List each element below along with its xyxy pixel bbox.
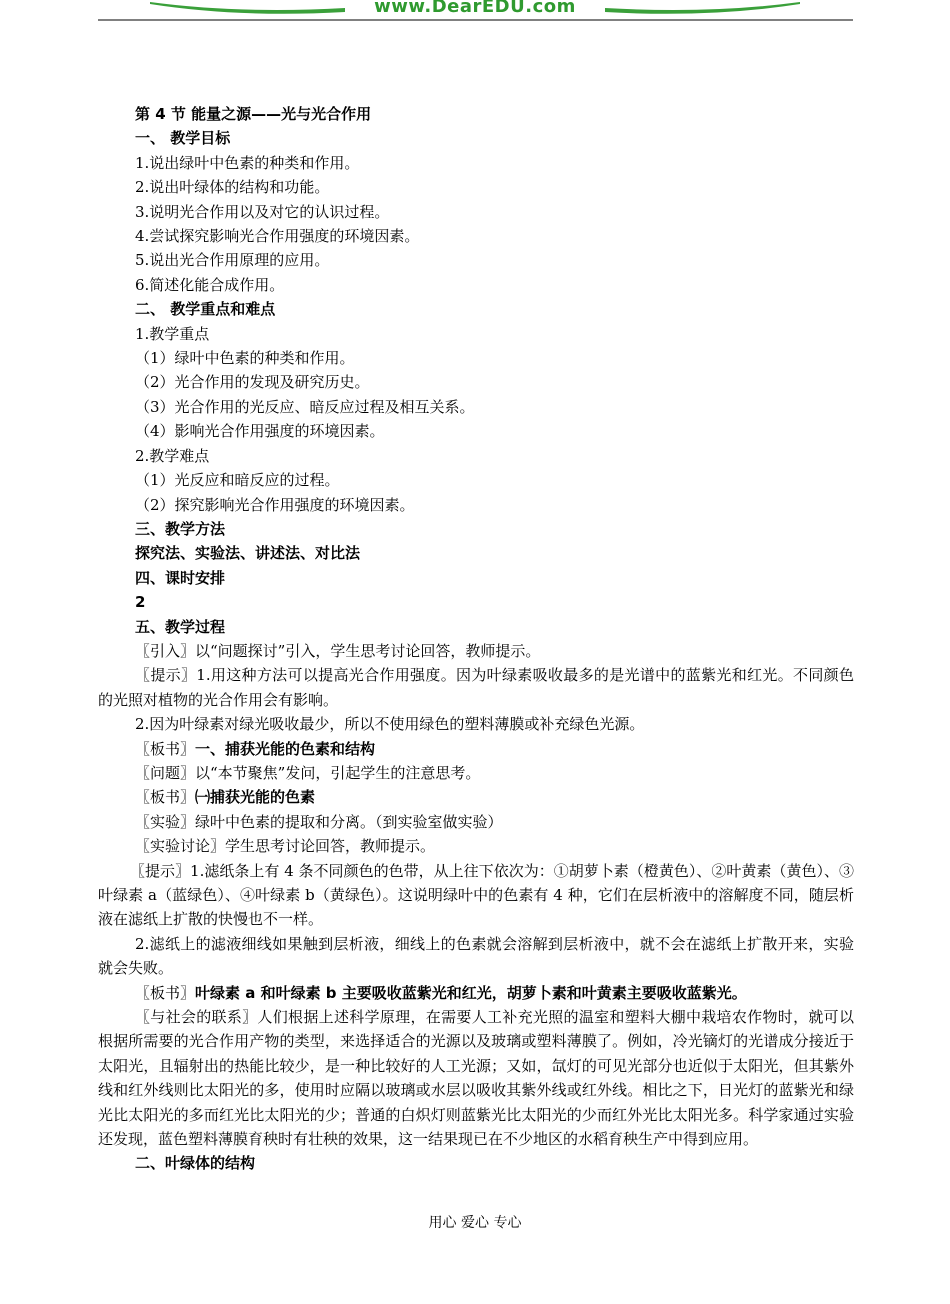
- paragraph-board: [98, 981, 854, 1005]
- key-item: （2）光合作用的发现及研究历史。: [135, 373, 370, 392]
- objective-item: 1.说出绿叶中色素的种类和作用。: [135, 153, 360, 172]
- subheading: 2.教学难点: [135, 446, 210, 465]
- paragraph-hint: 〖提示〗1.用这种方法可以提高光合作用强度。因为叶绿素吸收最多的是光谱中的蓝紫光和红光。不同颜色的光照对植物的光合作用会有影响。: [98, 666, 854, 709]
- subheading: 1.教学重点: [135, 324, 210, 343]
- page-footer: 用心 爱心 专心: [428, 1215, 522, 1231]
- subsection-heading: 二、叶绿体的结构: [135, 1154, 256, 1173]
- paragraph-experiment: 〖实验〗绿叶中色素的提取和分离。（到实验室做实验）: [135, 812, 503, 831]
- objective-item: 4.尝试探究影响光合作用强度的环境因素。: [135, 227, 420, 246]
- section-heading: 二、 教学重点和难点: [135, 300, 276, 319]
- paragraph-hint: 〖提示〗1.滤纸条上有 4 条不同颜色的色带，从上往下依次为：①胡萝卜素（橙黄色）、②叶黄素（黄色）、③叶绿素 a（蓝绿色）、④叶绿素 b（黄绿色）。这说明绿叶中的色素有 4 种，它们在层析液中的溶解度不同，随层析液在滤纸上扩散的快慢也不一样。: [98, 861, 854, 929]
- board-text: ㈠捕获光能的色素: [195, 788, 316, 807]
- board-text: 一、捕获光能的色素和结构: [195, 739, 376, 758]
- paragraph-question: 〖问题〗以“本节聚焦”发问，引起学生的注意思考。: [135, 763, 481, 782]
- objective-item: 6.简述化能合成作用。: [135, 275, 285, 294]
- section-heading: 三、教学方法: [135, 519, 226, 538]
- objective-item: 2.说出叶绿体的结构和功能。: [135, 178, 330, 197]
- paragraph-board: [98, 785, 854, 809]
- objective-item: 3.说明光合作用以及对它的认识过程。: [135, 202, 390, 221]
- paragraph-board: [98, 737, 854, 761]
- board-text: 叶绿素 a 和叶绿素 b 主要吸收蓝紫光和红光，胡萝卜素和叶黄素主要吸收蓝紫光。: [195, 983, 747, 1002]
- paragraph-society: 〖与社会的联系〗人们根据上述科学原理，在需要人工补充光照的温室和塑料大棚中栽培农作物时，就可以根据所需要的光合作用产物的类型，来选择适合的光源以及玻璃或塑料薄膜了。例如，冷光镝灯的光谱成分接近于太阳光，且辐射出的热能比较少，是一种比较好的人工光源；又如，氙灯的可见光部分也近似于太阳光，但其紫外线和红外线则比太阳光的多，使用时应隔以玻璃或水层以吸收其紫外线或红外线。相比之下，日光灯的蓝紫光和绿光比太阳光的多而红光比太阳光的少；普通的白炽灯则蓝紫光比太阳光的少而红外光比太阳光多。科学家通过实验还发现，蓝色塑料薄膜育秧时有壮秧的效果，这一结果现已在不少地区的水稻育秧生产中得到应用。: [98, 1008, 854, 1149]
- site-logo-text: www.DearEDU.com: [374, 0, 576, 17]
- key-item: （3）光合作用的光反应、暗反应过程及相互关系。: [135, 397, 475, 416]
- page-header: [0, 0, 950, 24]
- board-tag: 〖板书〗: [135, 983, 196, 1002]
- paragraph: 2.因为叶绿素对绿光吸收最少，所以不使用绿色的塑料薄膜或补充绿色光源。: [135, 715, 645, 734]
- document-body: [98, 102, 854, 1176]
- method-text: 探究法、实验法、讲述法、对比法: [135, 544, 361, 563]
- board-tag: 〖板书〗: [135, 788, 196, 807]
- board-tag: 〖板书〗: [135, 739, 196, 758]
- objective-item: 5.说出光合作用原理的应用。: [135, 251, 330, 270]
- page-title: 第 4 节 能量之源——光与光合作用: [135, 105, 372, 123]
- section-heading: 一、 教学目标: [135, 129, 231, 148]
- schedule-text: 2: [135, 593, 146, 612]
- paragraph-discussion: 〖实验讨论〗学生思考讨论回答，教师提示。: [135, 837, 436, 856]
- key-item: （1）绿叶中色素的种类和作用。: [135, 349, 355, 368]
- difficulty-item: （1）光反应和暗反应的过程。: [135, 471, 340, 490]
- section-heading: 五、教学过程: [135, 617, 226, 636]
- difficulty-item: （2）探究影响光合作用强度的环境因素。: [135, 495, 415, 514]
- section-heading: 四、课时安排: [135, 568, 226, 587]
- paragraph: 2.滤纸上的滤液细线如果触到层析液，细线上的色素就会溶解到层析液中，就不会在滤纸上扩散开来，实验就会失败。: [98, 934, 854, 978]
- key-item: （4）影响光合作用强度的环境因素。: [135, 422, 385, 441]
- paragraph-intro: 〖引入〗以“问题探讨”引入，学生思考讨论回答，教师提示。: [135, 641, 541, 660]
